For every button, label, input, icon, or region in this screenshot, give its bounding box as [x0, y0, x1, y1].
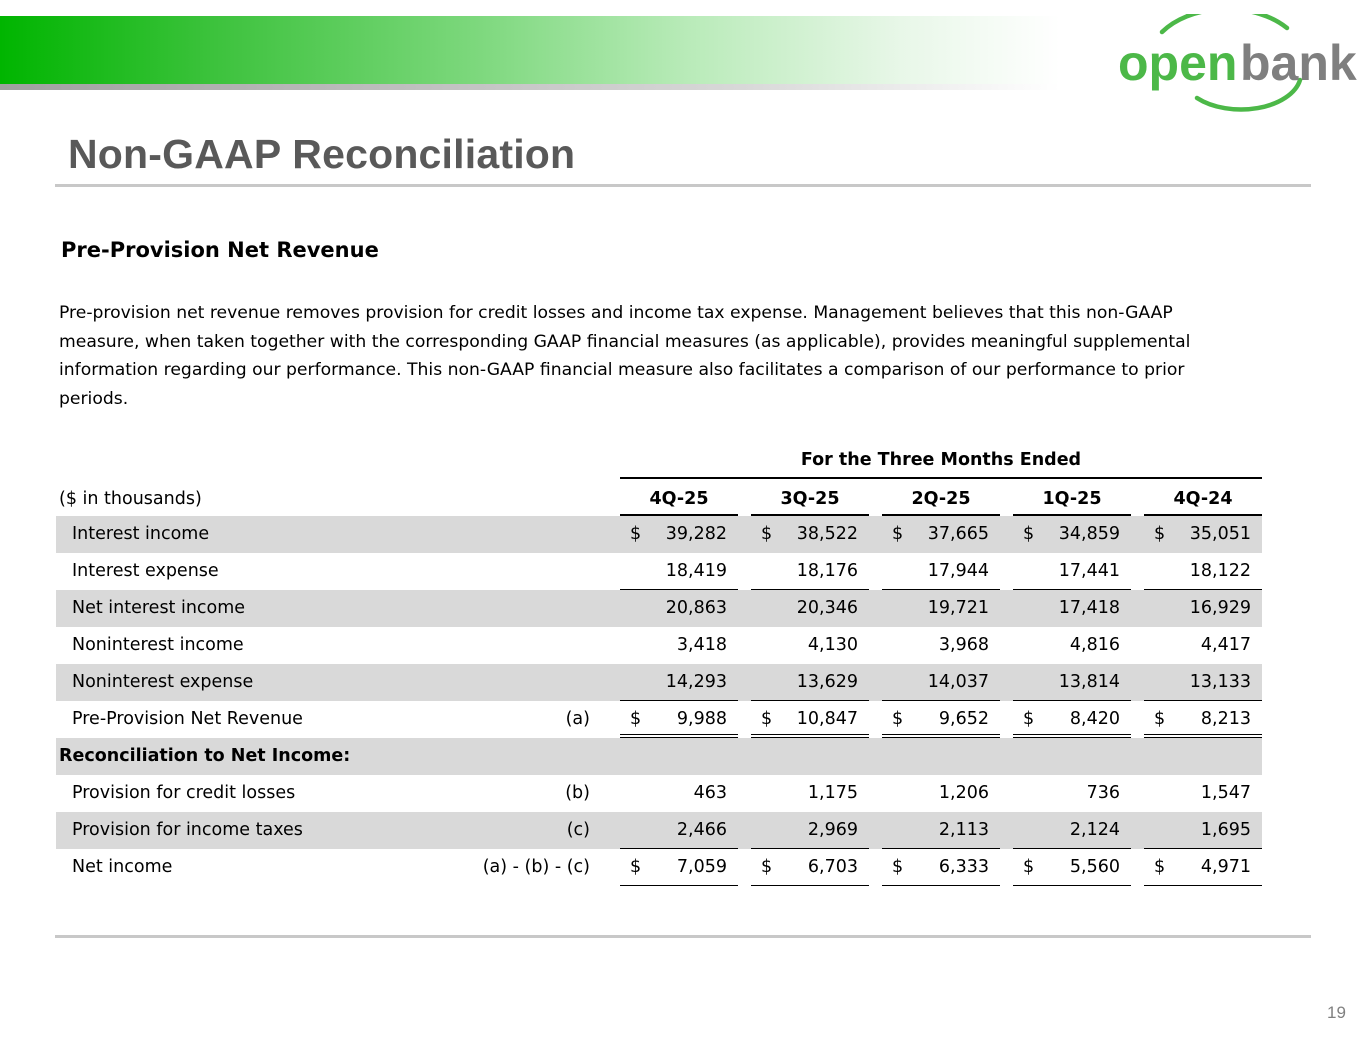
column-header: 1Q-25 [1013, 482, 1131, 516]
row-label: Interest income [72, 524, 210, 544]
table-cell [1144, 627, 1262, 664]
cell-value: 13,133 [1189, 672, 1251, 692]
row-label: Provision for income taxes [72, 820, 303, 840]
cell-value: 13,814 [1058, 672, 1120, 692]
header-band-shadow [0, 84, 1060, 90]
table-cell [620, 775, 738, 812]
table-cell [1013, 812, 1131, 849]
table-cell [1013, 701, 1131, 738]
table-cell [751, 812, 869, 849]
table-cell [1144, 701, 1262, 738]
table-row [56, 812, 1262, 849]
row-label: Reconciliation to Net Income: [59, 746, 351, 766]
cell-value: 1,695 [1200, 820, 1251, 840]
table-cell [1144, 775, 1262, 812]
currency-symbol: $ [761, 857, 773, 877]
table-cell [620, 664, 738, 701]
section-title: Pre-Provision Net Revenue [61, 238, 379, 262]
cell-value: 38,522 [796, 524, 858, 544]
column-header: 4Q-24 [1144, 482, 1262, 516]
period-header: For the Three Months Ended [620, 442, 1262, 479]
table-cell [1144, 812, 1262, 849]
row-label: Net interest income [72, 598, 246, 618]
table-cell [751, 849, 869, 886]
currency-symbol: $ [1023, 524, 1035, 544]
currency-symbol: $ [630, 709, 642, 729]
footer-divider [55, 935, 1311, 938]
table-cell [1013, 775, 1131, 812]
cell-value: 463 [693, 783, 727, 803]
row-label: Interest expense [72, 561, 219, 581]
table-cell [1013, 590, 1131, 627]
cell-value: 6,333 [938, 857, 989, 877]
currency-symbol: $ [761, 524, 773, 544]
currency-symbol: $ [1154, 857, 1166, 877]
table-cell [1144, 516, 1262, 553]
cell-value: 4,130 [807, 635, 858, 655]
cell-value: 1,175 [807, 783, 858, 803]
table-cell [620, 590, 738, 627]
cell-value: 18,419 [665, 561, 727, 581]
table-cell [1144, 664, 1262, 701]
table-cell [620, 701, 738, 738]
row-reference: (c) [566, 820, 590, 840]
table-cell [1013, 664, 1131, 701]
cell-value: 20,346 [796, 598, 858, 618]
column-header: 2Q-25 [882, 482, 1000, 516]
table-cell [882, 775, 1000, 812]
page-title: Non-GAAP Reconciliation [68, 131, 576, 177]
cell-value: 34,859 [1058, 524, 1120, 544]
row-label: Pre-Provision Net Revenue [72, 709, 303, 729]
row-reference: (b) [565, 783, 590, 803]
cell-value: 14,293 [665, 672, 727, 692]
cell-value: 20,863 [665, 598, 727, 618]
column-header: 4Q-25 [620, 482, 738, 516]
column-header: 3Q-25 [751, 482, 869, 516]
cell-value: 7,059 [676, 857, 727, 877]
currency-symbol: $ [1154, 524, 1166, 544]
table-cell [882, 553, 1000, 590]
table-row [56, 516, 1262, 553]
table-row [56, 664, 1262, 701]
row-label: Net income [72, 857, 173, 877]
table-cell [751, 775, 869, 812]
table-cell [620, 812, 738, 849]
logo-text-open: open [1118, 35, 1238, 91]
cell-value: 16,929 [1189, 598, 1251, 618]
table-cell [882, 516, 1000, 553]
cell-value: 2,113 [938, 820, 989, 840]
row-reference: (a) [565, 709, 590, 729]
page-number: 19 [1327, 1003, 1346, 1022]
cell-value: 9,652 [938, 709, 989, 729]
currency-symbol: $ [892, 709, 904, 729]
table-cell [751, 627, 869, 664]
row-label: Noninterest income [72, 635, 244, 655]
table-cell [751, 553, 869, 590]
table-cell [620, 849, 738, 886]
table-cell [620, 516, 738, 553]
currency-symbol: $ [892, 524, 904, 544]
table-cell [882, 590, 1000, 627]
currency-symbol: $ [630, 524, 642, 544]
cell-value: 2,124 [1069, 820, 1120, 840]
cell-value: 19,721 [927, 598, 989, 618]
table-cell [1013, 516, 1131, 553]
cell-value: 1,206 [938, 783, 989, 803]
table-row [56, 590, 1262, 627]
currency-symbol: $ [892, 857, 904, 877]
cell-value: 17,441 [1058, 561, 1120, 581]
table-cell [620, 627, 738, 664]
cell-value: 1,547 [1200, 783, 1251, 803]
cell-value: 13,629 [796, 672, 858, 692]
cell-value: 39,282 [665, 524, 727, 544]
section-description: Pre-provision net revenue removes provision for credit losses and income tax expense. Management believes that this non-GAAP measure, when taken together with the corresponding GAAP financial measures (as applicable), provides meaningful supplemental information regarding our performance. This non-GAAP financial measure also facilitates a comparison of our performance to prior periods. [59, 303, 1191, 409]
table-cell [882, 627, 1000, 664]
currency-symbol: $ [1023, 857, 1035, 877]
table-cell [1013, 627, 1131, 664]
cell-value: 37,665 [927, 524, 989, 544]
table-cell [882, 664, 1000, 701]
cell-value: 17,944 [927, 561, 989, 581]
cell-value: 8,420 [1069, 709, 1120, 729]
units-label: ($ in thousands) [59, 489, 202, 509]
cell-value: 3,968 [938, 635, 989, 655]
cell-value: 18,122 [1189, 561, 1251, 581]
cell-value: 17,418 [1058, 598, 1120, 618]
cell-value: 2,969 [807, 820, 858, 840]
table-row [56, 775, 1262, 812]
openbank-logo [1112, 14, 1362, 114]
table-cell [751, 590, 869, 627]
cell-value: 6,703 [807, 857, 858, 877]
cell-value: 8,213 [1200, 709, 1251, 729]
table-row [56, 701, 1262, 738]
cell-value: 4,971 [1200, 857, 1251, 877]
table-cell [751, 701, 869, 738]
table-row [56, 849, 1262, 886]
table-cell [1144, 553, 1262, 590]
currency-symbol: $ [1023, 709, 1035, 729]
currency-symbol: $ [1154, 709, 1166, 729]
currency-symbol: $ [630, 857, 642, 877]
table-cell [751, 516, 869, 553]
cell-value: 3,418 [676, 635, 727, 655]
cell-value: 10,847 [796, 709, 858, 729]
table-cell [882, 812, 1000, 849]
table-row [56, 627, 1262, 664]
cell-value: 4,417 [1200, 635, 1251, 655]
table-cell [1144, 849, 1262, 886]
header-gradient-band [0, 16, 1060, 90]
cell-value: 9,988 [676, 709, 727, 729]
cell-value: 18,176 [796, 561, 858, 581]
table-cell [620, 553, 738, 590]
row-label: Noninterest expense [72, 672, 254, 692]
cell-value: 14,037 [927, 672, 989, 692]
table-cell [1013, 553, 1131, 590]
table-row [56, 738, 1262, 775]
table-cell [882, 849, 1000, 886]
table-row [56, 553, 1262, 590]
cell-value: 35,051 [1189, 524, 1251, 544]
cell-value: 5,560 [1069, 857, 1120, 877]
table-cell [1144, 590, 1262, 627]
row-reference: (a) - (b) - (c) [482, 857, 590, 877]
table-cell [751, 664, 869, 701]
title-divider [55, 184, 1311, 187]
table-cell [882, 701, 1000, 738]
row-label: Provision for credit losses [72, 783, 296, 803]
currency-symbol: $ [761, 709, 773, 729]
cell-value: 736 [1086, 783, 1120, 803]
cell-value: 4,816 [1069, 635, 1120, 655]
logo-text-bank: bank [1240, 35, 1357, 91]
table-cell [1013, 849, 1131, 886]
cell-value: 2,466 [676, 820, 727, 840]
logo-top-arc [1162, 14, 1287, 32]
